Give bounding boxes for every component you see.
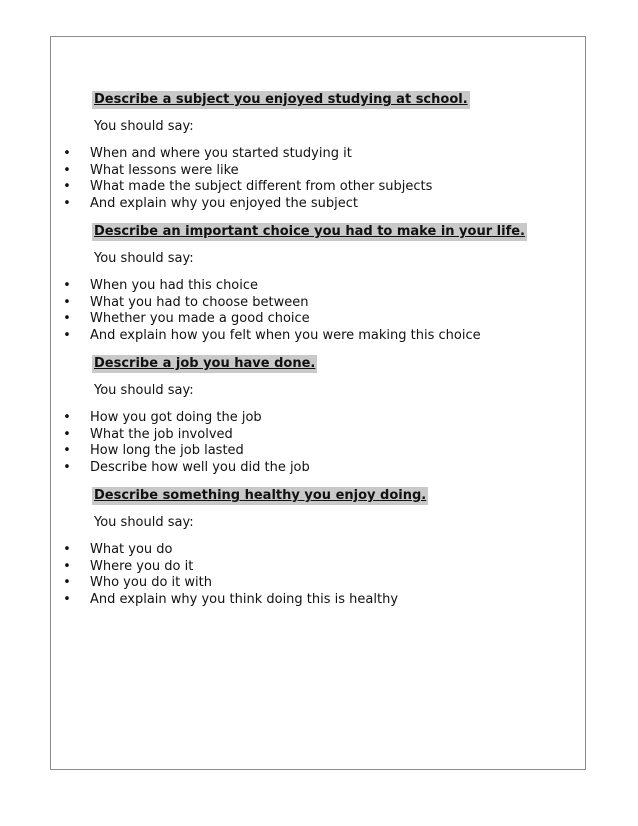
list-item-text: Who you do it with: [90, 575, 212, 590]
cue-card-title: Describe an important choice you had to make in your life.: [94, 224, 525, 239]
list-item-text: What you had to choose between: [90, 294, 309, 310]
list-item: [60, 542, 580, 559]
list-item-text: Describe how well you did the job: [90, 459, 310, 475]
list-item-text: How you got doing the job: [90, 410, 262, 425]
list-item-text: Where you do it: [90, 558, 194, 574]
list-item-text: And explain why you think doing this is healthy: [90, 591, 399, 607]
cue-card-job: [60, 350, 580, 476]
bullet-icon: •: [63, 195, 71, 211]
cue-card-school-subject: [60, 86, 580, 212]
bullet-icon: •: [63, 311, 71, 326]
list-item: [60, 163, 580, 180]
bullet-icon: •: [63, 179, 71, 194]
bullet-icon: •: [63, 327, 71, 343]
bullet-icon: •: [63, 278, 71, 293]
cue-card-title: Describe a subject you enjoyed studying at school.: [94, 92, 468, 107]
list-item-text: How long the job lasted: [90, 443, 244, 458]
list-item-text: And explain how you felt when you were making this choice: [90, 327, 481, 343]
cue-card-prompt: You should say:: [94, 383, 194, 398]
bullet-icon: •: [63, 558, 71, 574]
cue-card-important-choice: [60, 218, 580, 344]
list-item-text: Whether you made a good choice: [90, 311, 310, 326]
list-item: [60, 196, 580, 213]
list-item: [60, 146, 580, 163]
bullet-icon: •: [63, 575, 71, 590]
list-item-text: What the job involved: [90, 426, 233, 442]
bullet-icon: •: [63, 459, 71, 475]
bullet-icon: •: [63, 294, 71, 310]
list-item-text: When and where you started studying it: [90, 146, 352, 161]
bullet-list: [60, 410, 580, 476]
list-item-text: What you do: [90, 542, 173, 557]
bullet-list: [60, 146, 580, 212]
list-item: [60, 278, 580, 295]
cue-card-prompt: You should say:: [94, 515, 194, 530]
cue-card-title: Describe a job you have done.: [94, 356, 316, 371]
list-item: [60, 410, 580, 427]
list-item: [60, 328, 580, 345]
list-item: [60, 179, 580, 196]
list-item: [60, 311, 580, 328]
bullet-icon: •: [63, 410, 71, 425]
bullet-list: [60, 278, 580, 344]
bullet-icon: •: [63, 162, 71, 178]
list-item: [60, 295, 580, 312]
list-item-text: What lessons were like: [90, 162, 239, 178]
list-item: [60, 427, 580, 444]
list-item: [60, 460, 580, 477]
bullet-list: [60, 542, 580, 608]
cue-card-title: Describe something healthy you enjoy doing.: [94, 488, 427, 503]
document-content: [60, 86, 580, 608]
list-item-text: When you had this choice: [90, 278, 259, 293]
cue-card-prompt: You should say:: [94, 119, 194, 134]
bullet-icon: •: [63, 146, 71, 161]
list-item: [60, 592, 580, 609]
list-item: [60, 559, 580, 576]
list-item-text: What made the subject different from other subjects: [90, 179, 433, 194]
bullet-icon: •: [63, 443, 71, 458]
bullet-icon: •: [63, 591, 71, 607]
bullet-icon: •: [63, 426, 71, 442]
list-item: [60, 575, 580, 592]
cue-card-healthy-activity: [60, 482, 580, 608]
bullet-icon: •: [63, 542, 71, 557]
list-item-text: And explain why you enjoyed the subject: [90, 195, 358, 211]
cue-card-prompt: You should say:: [94, 251, 194, 266]
list-item: [60, 443, 580, 460]
